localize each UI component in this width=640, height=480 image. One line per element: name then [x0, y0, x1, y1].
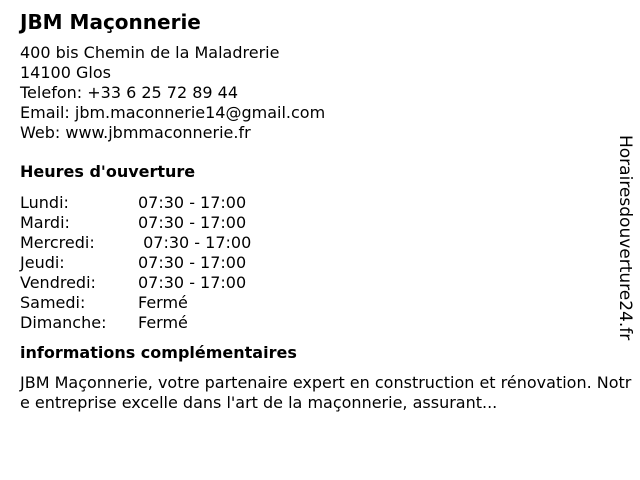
hours-day: Lundi:: [20, 193, 69, 212]
opening-hours-table: [20, 193, 620, 333]
opening-hours-heading: Heures d'ouverture: [20, 162, 196, 181]
email-line: Email: jbm.maconnerie14@gmail.com: [20, 103, 326, 122]
hours-time: 07:30 - 17:00: [138, 253, 247, 272]
hours-row-sunday: [20, 313, 620, 333]
hours-time: 07:30 - 17:00: [138, 273, 247, 292]
business-name: JBM Maçonnerie: [20, 10, 201, 34]
hours-time: 07:30 - 17:00: [138, 213, 247, 232]
hours-day: Mardi:: [20, 213, 70, 232]
hours-time: Fermé: [138, 313, 188, 332]
hours-time: 07:30 - 17:00: [138, 193, 247, 212]
address-line-1: 400 bis Chemin de la Maladrerie: [20, 43, 280, 62]
site-watermark: Horairesdouverture24.fr: [615, 135, 635, 341]
hours-row-wednesday: [20, 233, 620, 253]
hours-row-saturday: [20, 293, 620, 313]
hours-day: Samedi:: [20, 293, 86, 312]
hours-day: Jeudi:: [20, 253, 65, 272]
business-description: JBM Maçonnerie, votre partenaire expert en construction et rénovation. Notre entreprise excelle dans l'art de la maçonnerie, assurant...: [20, 373, 632, 412]
phone-line: Telefon: +33 6 25 72 89 44: [20, 83, 239, 102]
contact-block: [20, 43, 620, 143]
hours-time: 07:30 - 17:00: [138, 233, 252, 252]
hours-row-monday: [20, 193, 620, 213]
hours-row-friday: [20, 273, 620, 293]
hours-day: Vendredi:: [20, 273, 96, 292]
address-line-2: 14100 Glos: [20, 63, 111, 82]
hours-day: Dimanche:: [20, 313, 107, 332]
hours-row-thursday: [20, 253, 620, 273]
hours-time: Fermé: [138, 293, 188, 312]
web-line: Web: www.jbmmaconnerie.fr: [20, 123, 251, 142]
hours-day: Mercredi:: [20, 233, 95, 252]
additional-info-heading: informations complémentaires: [20, 343, 297, 362]
hours-row-tuesday: [20, 213, 620, 233]
